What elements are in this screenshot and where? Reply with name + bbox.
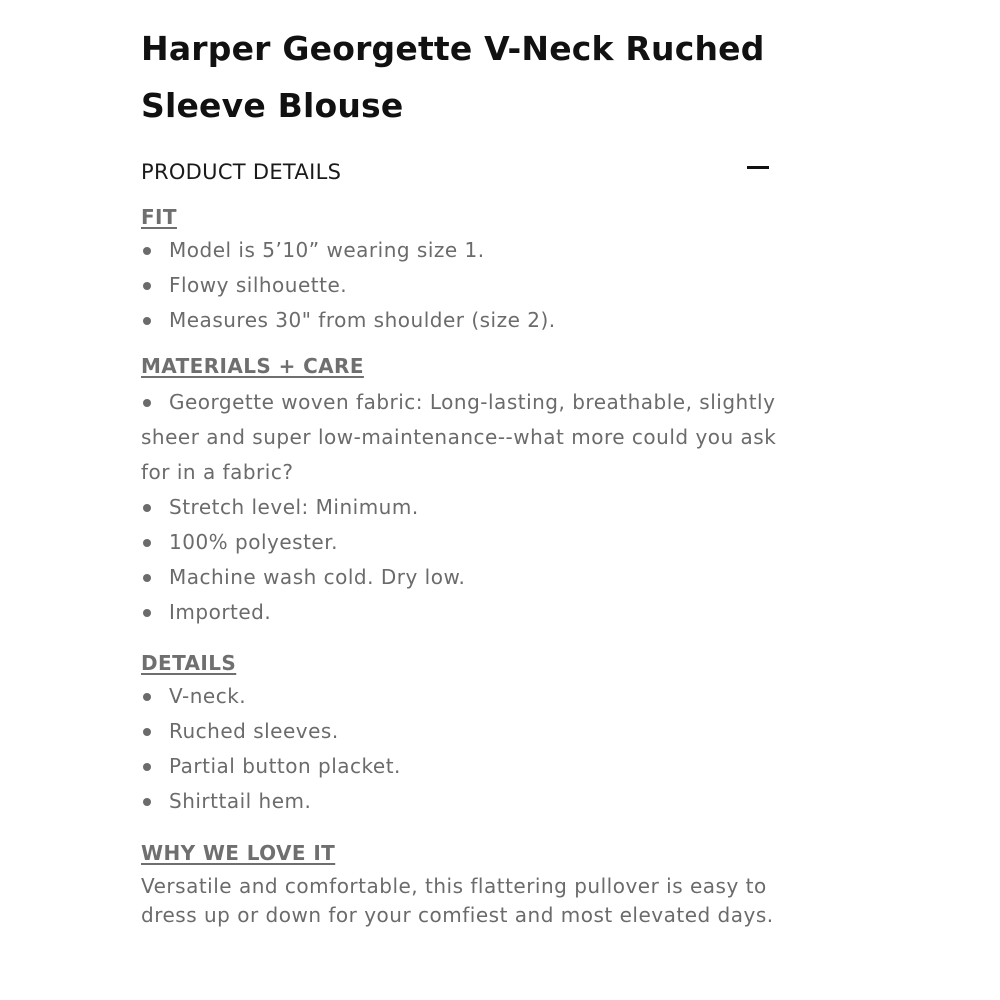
list-item: Partial button placket. — [141, 749, 781, 784]
product-details-label: PRODUCT DETAILS — [141, 160, 342, 184]
list-item: Measures 30" from shoulder (size 2). — [141, 303, 781, 338]
section-heading-materials-care: MATERIALS + CARE — [141, 354, 364, 378]
list-item: Machine wash cold. Dry low. — [141, 560, 781, 595]
materials-care-list — [141, 490, 781, 630]
product-info-panel — [141, 0, 781, 930]
list-item: Ruched sleeves. — [141, 714, 781, 749]
details-list — [141, 679, 781, 819]
list-item: Imported. — [141, 595, 781, 630]
minus-icon[interactable] — [747, 158, 769, 176]
list-item: 100% polyester. — [141, 525, 781, 560]
fit-list — [141, 233, 781, 338]
list-item: Flowy silhouette. — [141, 268, 781, 303]
section-heading-why-we-love-it: WHY WE LOVE IT — [141, 841, 336, 865]
list-item: Shirttail hem. — [141, 784, 781, 819]
why-we-love-it-text: Versatile and comfortable, this flattering pullover is easy to dress up or down for your comfiest and most elevated days. — [141, 874, 774, 927]
list-item: V-neck. — [141, 679, 781, 714]
list-item: Stretch level: Minimum. — [141, 490, 781, 525]
product-details-toggle[interactable] — [141, 155, 781, 189]
list-item: Model is 5’10” wearing size 1. — [141, 233, 781, 268]
list-item: Georgette woven fabric: Long-lasting, breathable, slightly sheer and super low-maintenance--what more could you ask for in a fabric? — [141, 385, 781, 490]
section-heading-details: DETAILS — [141, 651, 237, 675]
section-heading-fit: FIT — [141, 205, 177, 229]
product-title: Harper Georgette V-Neck Ruched Sleeve Blouse — [141, 29, 765, 125]
